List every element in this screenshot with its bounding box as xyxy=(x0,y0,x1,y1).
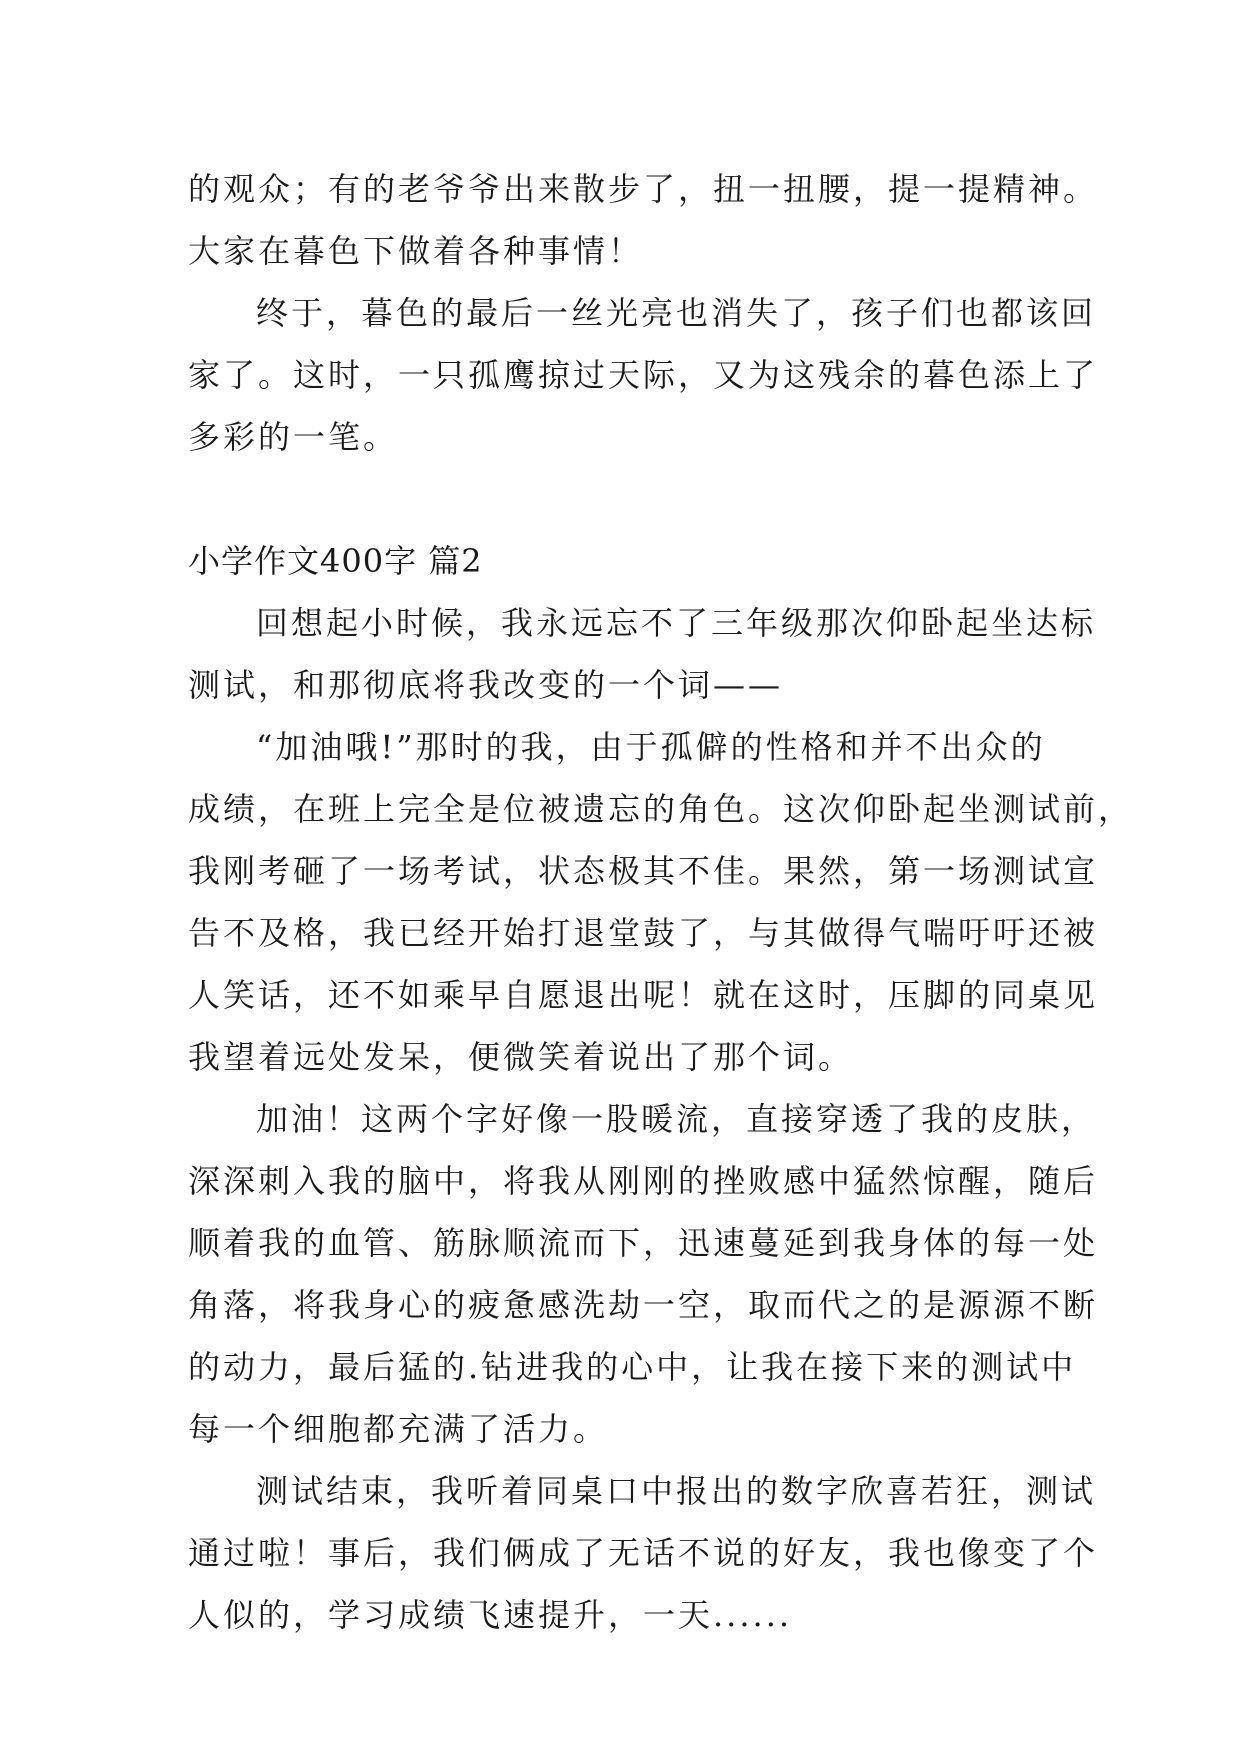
paragraph-3 xyxy=(188,1088,1099,1460)
text-line: 人笑话，还不如乘早自愿退出呢！就在这时，压脚的同桌见 xyxy=(188,976,1099,1014)
paragraph-4 xyxy=(188,1460,1099,1646)
text-line: 终于，暮色的最后一丝光亮也消失了，孩子们也都该回 xyxy=(256,294,1097,332)
text-line: 测试，和那彻底将我改变的一个词—— xyxy=(188,666,784,704)
intro-paragraph xyxy=(188,158,1099,282)
text-line: 角落，将我身心的疲惫感洗劫一空，取而代之的是源源不断 xyxy=(188,1286,1099,1324)
text-line: 的观众；有的老爷爷出来散步了，扭一扭腰，提一提精神。 xyxy=(188,170,1099,208)
text-line: 家了。这时，一只孤鹰掠过天际，又为这残余的暮色添上了 xyxy=(188,356,1099,394)
text-line: 每一个细胞都充满了活力。 xyxy=(188,1410,609,1448)
text-line: 我望着远处发呆，便微笑着说出了那个词。 xyxy=(188,1038,854,1076)
paragraph-1 xyxy=(188,592,1097,716)
section-heading: 小学作文400字 篇2 xyxy=(188,542,483,580)
text-line: 成绩，在班上完全是位被遗忘的角色。这次仰卧起坐测试前， xyxy=(188,790,1134,828)
text-line: 通过啦！事后，我们俩成了无话不说的好友，我也像变了个 xyxy=(188,1534,1099,1572)
section-spacer xyxy=(188,468,1088,530)
text-line: 深深刺入我的脑中，将我从刚刚的挫败感中猛然惊醒，随后 xyxy=(188,1162,1099,1200)
text-line: 多彩的一笔。 xyxy=(188,418,399,456)
document-body xyxy=(188,158,1134,1646)
closing-paragraph xyxy=(188,282,1099,468)
text-line: 测试结束，我听着同桌口中报出的数字欣喜若狂，测试 xyxy=(256,1472,1097,1510)
text-line: “加油哦!”那时的我，由于孤僻的性格和并不出众的 xyxy=(256,728,1046,766)
text-line: 我刚考砸了一场考试，状态极其不佳。果然，第一场测试宣 xyxy=(188,852,1099,890)
paragraph-2 xyxy=(188,716,1134,1088)
text-line: 回想起小时候，我永远忘不了三年级那次仰卧起坐达标 xyxy=(256,604,1097,642)
text-line: 人似的，学习成绩飞速提升，一天...... xyxy=(188,1596,793,1634)
text-line: 顺着我的血管、筋脉顺流而下，迅速蔓延到我身体的每一处 xyxy=(188,1224,1099,1262)
text-line: 的动力，最后猛的.钻进我的心中，让我在接下来的测试中 xyxy=(188,1348,1077,1386)
text-line: 加油！这两个字好像一股暖流，直接穿透了我的皮肤， xyxy=(256,1100,1097,1138)
text-line: 告不及格，我已经开始打退堂鼓了，与其做得气喘吁吁还被 xyxy=(188,914,1099,952)
text-line: 大家在暮色下做着各种事情！ xyxy=(188,232,644,270)
